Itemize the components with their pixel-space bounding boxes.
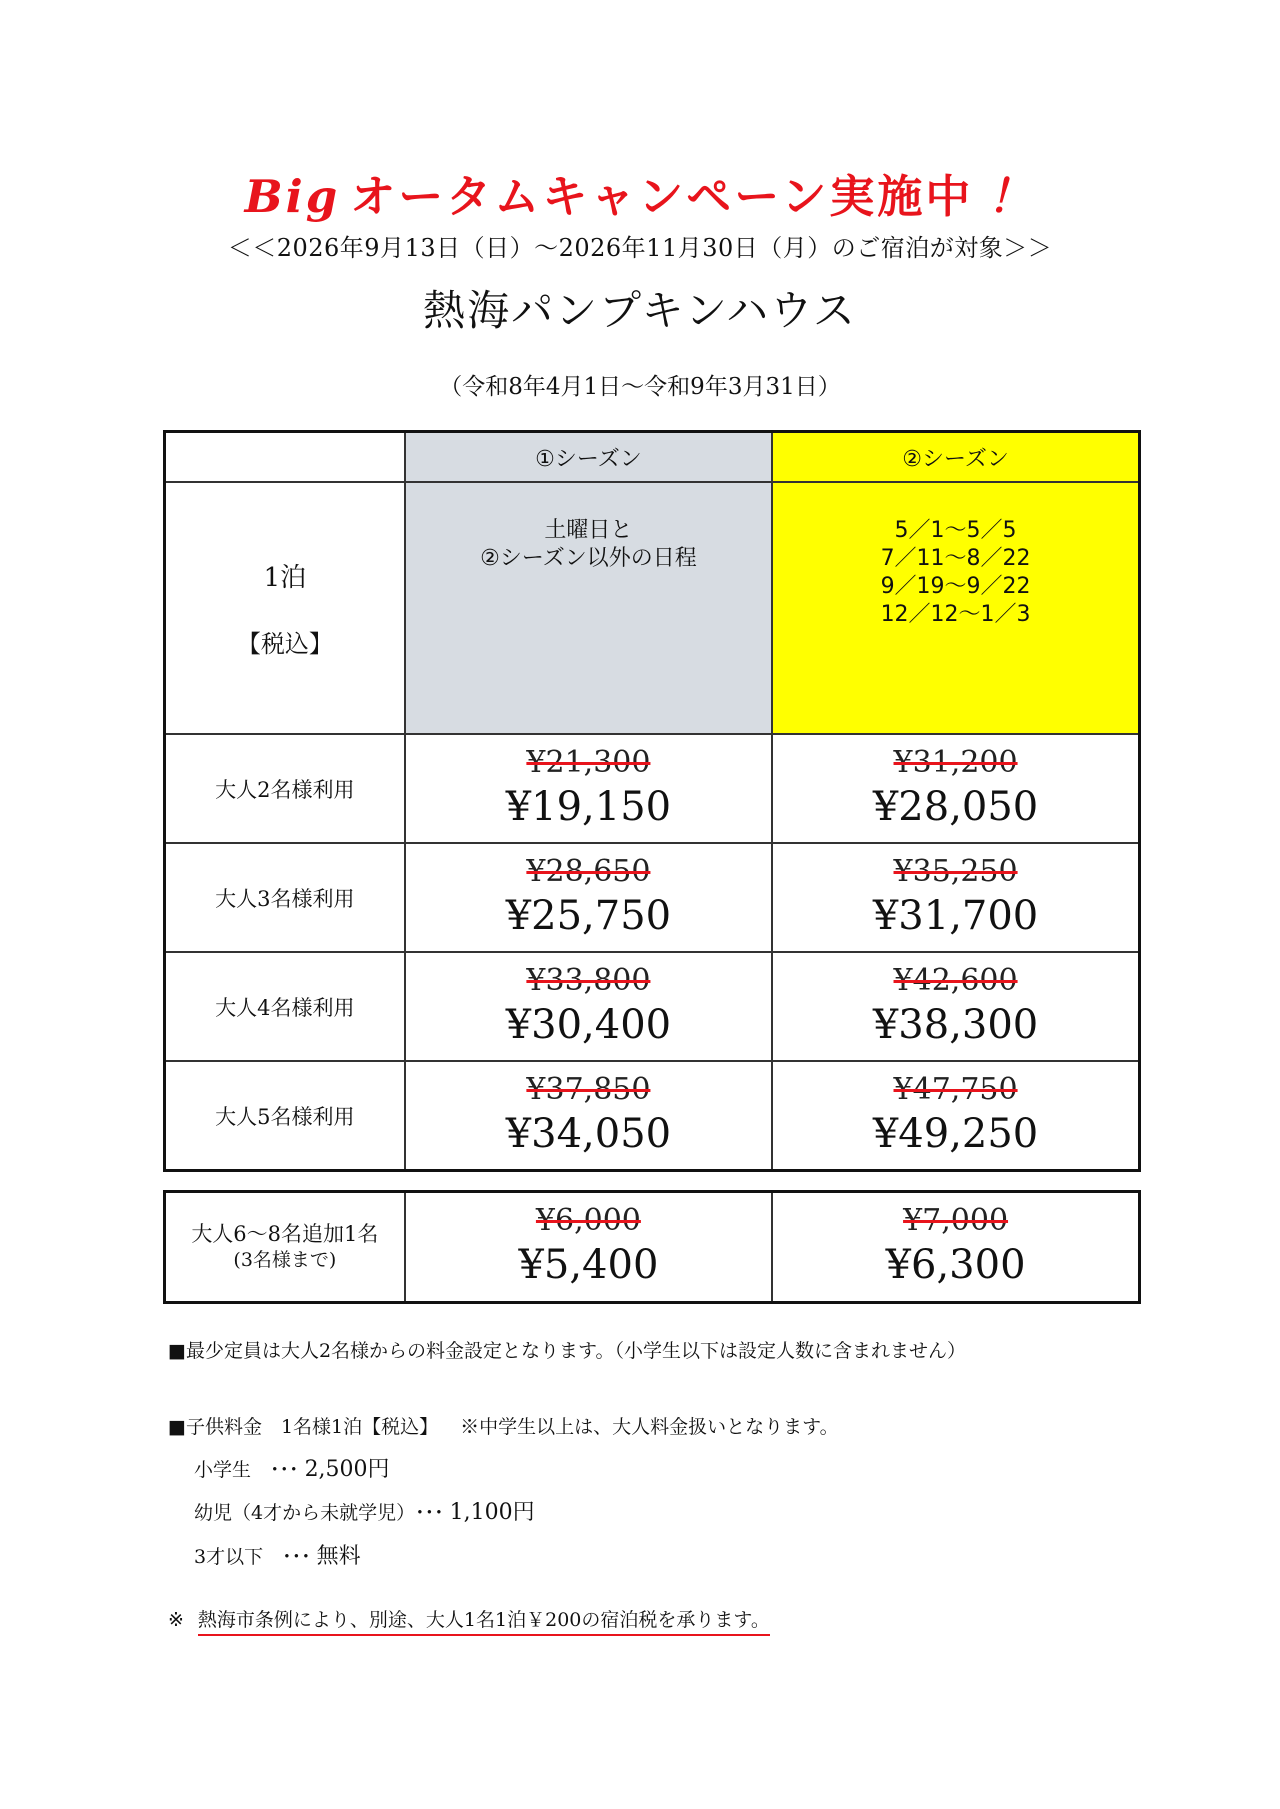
new-price: ¥34,050 [505,1110,672,1157]
child-price: 無料 [316,1544,361,1569]
campaign-text: オータムキャンペーン実施中 [350,170,974,223]
new-price: ¥5,400 [518,1242,659,1288]
child-price: 1,100円 [449,1500,535,1525]
season2-label: ②シーズン [902,446,1009,472]
season-dates-row [165,482,1140,734]
child-category: 3才以下 ･･･ [194,1546,311,1568]
row-label: 大人5名様利用 [165,1061,405,1171]
table-row [165,734,1140,843]
nightly-label: 1泊 [263,563,307,593]
new-price: ¥6,300 [885,1242,1026,1288]
season2-price-cell [772,734,1139,843]
extra-guest-table [163,1190,1141,1304]
old-price: ¥31,200 [893,744,1018,780]
campaign-period: ＜＜2026年9月13日（日）～2026年11月30日（月）のご宿泊が対象＞＞ [227,234,1053,262]
season1-price-cell [405,734,772,843]
old-price: ¥42,600 [893,962,1018,998]
table-row [165,1061,1140,1171]
season1-header [405,432,772,483]
old-price: ¥6,000 [535,1203,641,1238]
rate-table [163,430,1141,1172]
old-price: ¥28,650 [526,853,651,889]
tax-included-label: 【税込】 [236,630,333,658]
row-label: 大人2名様利用 [165,734,405,843]
season2-desc-cell [772,482,1139,734]
extra-guest-label: 大人6～8名追加1名 [191,1222,379,1246]
season2-price-cell [772,952,1139,1061]
new-price: ¥28,050 [872,783,1039,830]
tax-mark: ※ [168,1609,184,1631]
old-price: ¥33,800 [526,962,651,998]
list-item [194,1539,361,1570]
new-price: ¥19,150 [505,783,672,830]
season1-price-cell [405,952,772,1061]
old-price: ¥37,850 [526,1071,651,1107]
list-item [194,1452,390,1483]
season1-label: ①シーズン [535,446,642,472]
season1-desc: 土曜日と ②シーズン以外の日程 [480,518,697,571]
list-item [194,1495,535,1526]
hotel-name: 熱海パンプキンハウス [423,286,857,335]
child-price: 2,500円 [304,1457,390,1482]
table-row [165,1192,1140,1303]
child-category: 幼児（4才から未就学児）･･･ [194,1502,444,1524]
lodging-tax-note [168,1605,770,1632]
season1-desc-cell [405,482,772,734]
campaign-title [0,160,1280,225]
tax-note-text: 熱海市条例により、別途、大人1名1泊￥200の宿泊税を承ります。 [198,1609,770,1636]
child-rate-header [168,1412,839,1439]
season-header-row [165,432,1140,483]
header-blank-cell [165,432,405,483]
old-price: ¥7,000 [903,1203,1009,1238]
fiscal-period: （令和8年4月1日～令和9年3月31日） [439,374,841,400]
new-price: ¥49,250 [872,1110,1039,1157]
extra-guest-label-cell [165,1192,405,1303]
season2-header [772,432,1139,483]
child-rate-note: ※中学生以上は、大人料金扱いとなります。 [460,1416,839,1438]
season1-price-cell [405,1061,772,1171]
season2-price-cell [772,1192,1139,1303]
campaign-big: Big [244,170,341,223]
old-price: ¥35,250 [893,853,1018,889]
new-price: ¥30,400 [505,1001,672,1048]
old-price: ¥47,750 [893,1071,1018,1107]
min-guests-note: ■最少定員は大人2名様からの料金設定となります。（小学生以下は設定人数に含まれません） [168,1340,967,1362]
season1-price-cell [405,843,772,952]
new-price: ¥38,300 [872,1001,1039,1048]
season2-dates: 5／1～5／5 7／11～8／22 9／19～9／22 12／12～1／3 [880,518,1031,627]
new-price: ¥31,700 [872,892,1039,939]
season2-price-cell [772,1061,1139,1171]
child-category: 小学生 ･･･ [194,1459,299,1481]
season2-price-cell [772,843,1139,952]
table-row [165,843,1140,952]
extra-guest-sublabel: (3名様まで) [233,1249,337,1271]
campaign-exclamation: ！ [987,170,1036,223]
table-row [165,952,1140,1061]
child-rate-title: ■子供料金 1名様1泊【税込】 [168,1416,439,1438]
old-price: ¥21,300 [526,744,651,780]
new-price: ¥25,750 [505,892,672,939]
row-label: 大人4名様利用 [165,952,405,1061]
nightly-label-cell [165,482,405,734]
row-label: 大人3名様利用 [165,843,405,952]
season1-price-cell [405,1192,772,1303]
